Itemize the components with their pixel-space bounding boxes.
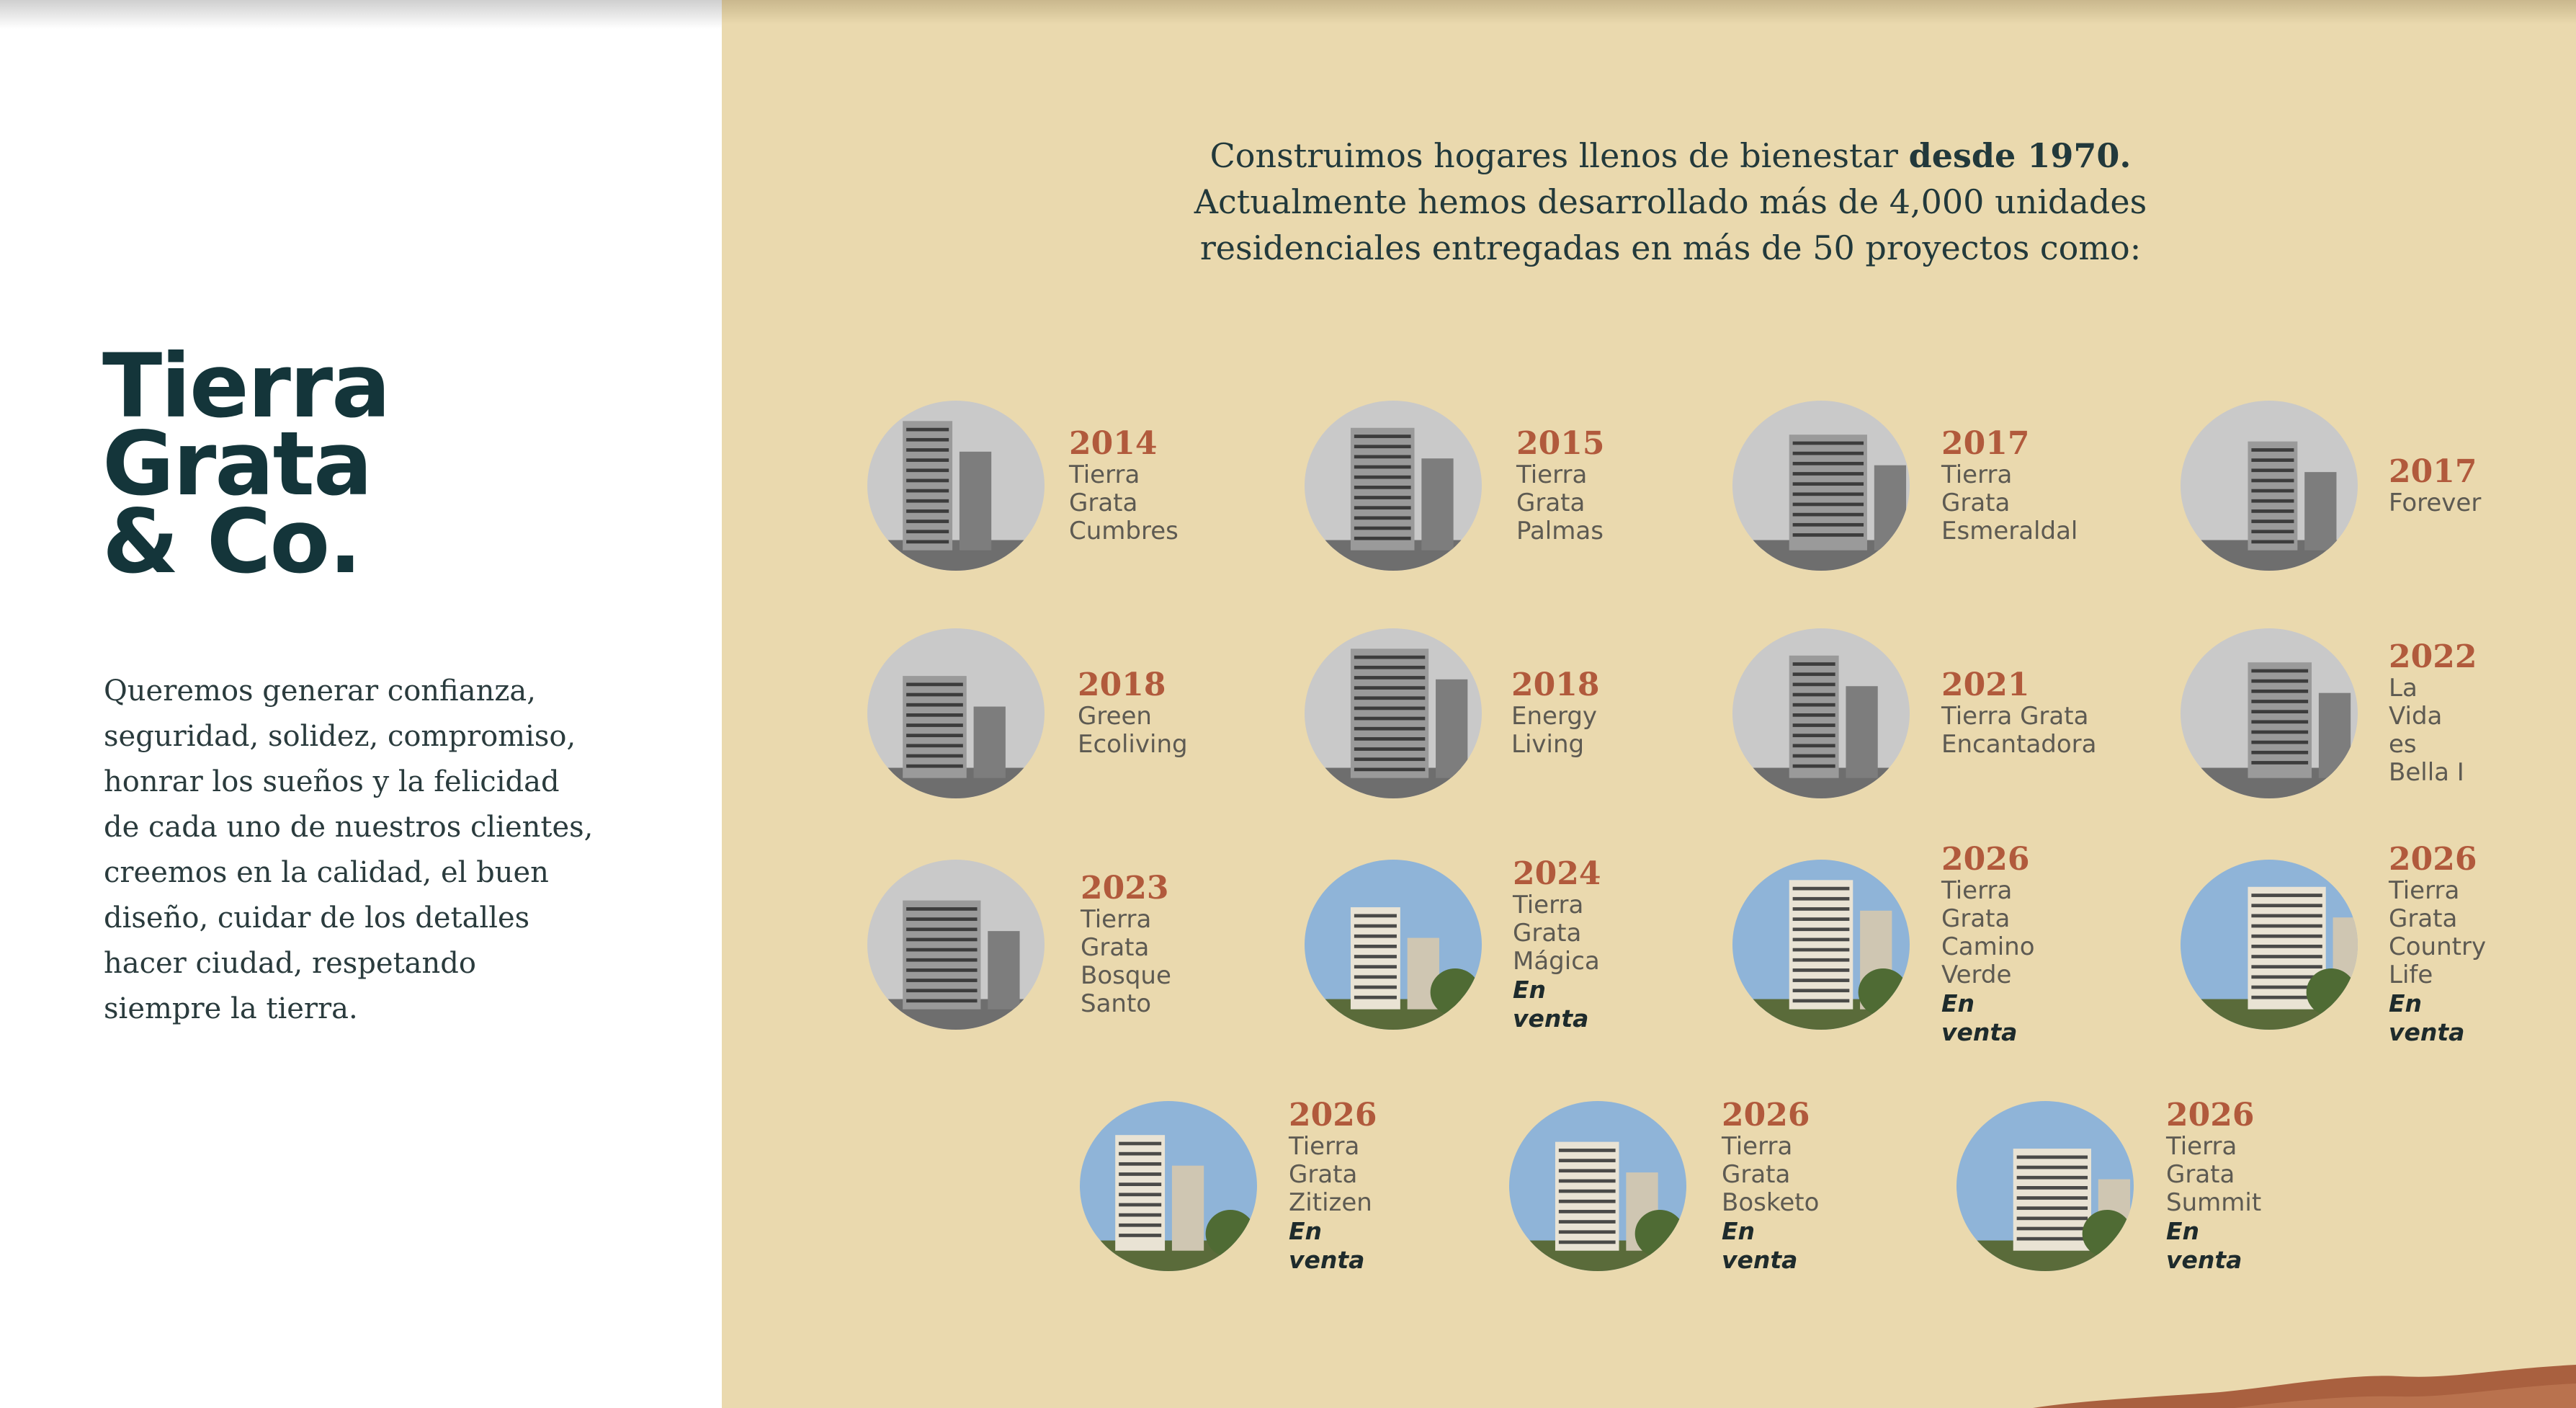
project-info — [1511, 628, 1599, 798]
project-year: 2026 — [1722, 1096, 1810, 1133]
brand-line: Grata — [102, 413, 372, 515]
project-photo — [1732, 860, 1910, 1030]
project-name: Energy Living — [1511, 702, 1598, 759]
project-name: Tierra Grata Zitizen — [1289, 1131, 1372, 1217]
project-photo — [1509, 1101, 1686, 1271]
project-status: En venta — [2389, 989, 2465, 1046]
intro-line-1-start: Construimos hogares llenos de bienestar — [1209, 136, 1898, 175]
mission-line: siempre la tierra. — [104, 992, 358, 1025]
mission-line: seguridad, solidez, compromiso, — [104, 720, 576, 753]
project-info — [1941, 401, 2078, 571]
project-name: La Vida es Bella I — [2389, 674, 2464, 787]
project-info — [1513, 855, 1601, 1033]
project-info — [1289, 1096, 1377, 1274]
project-year: 2026 — [2389, 841, 2477, 878]
intro-text — [722, 133, 2576, 271]
project-year: 2018 — [1078, 667, 1166, 703]
project-status: En venta — [1722, 1216, 1798, 1274]
project-photo — [867, 628, 1045, 798]
project-info — [2389, 401, 2481, 571]
project-photo — [1305, 401, 1482, 571]
project-status: En venta — [1289, 1216, 1365, 1274]
project-info — [2389, 628, 2477, 798]
project-info — [1941, 841, 2035, 1046]
project-name: Tierra Grata Mágica — [1513, 890, 1600, 976]
right-panel — [722, 0, 2576, 1408]
project-name: Tierra Grata Bosketo — [1722, 1131, 1820, 1217]
project-photo — [2181, 401, 2358, 571]
project-year: 2014 — [1069, 424, 1158, 462]
terrain-decoration — [722, 1365, 2576, 1408]
top-shadow — [722, 0, 2576, 24]
project-name: Tierra Grata Summit — [2166, 1131, 2262, 1217]
project-name: Tierra Grata Camino Verde — [1941, 876, 2035, 989]
project-info — [1516, 401, 1604, 571]
intro-line-1 — [722, 133, 2576, 179]
project-info — [2389, 841, 2487, 1046]
mission-line: de cada uno de nuestros clientes, — [104, 811, 594, 844]
brand-logo — [102, 335, 390, 593]
left-panel — [0, 0, 722, 1408]
intro-line-3: residenciales entregadas en más de 50 proyectos como: — [1199, 228, 2142, 267]
project-info — [1941, 628, 2096, 798]
project-info — [1069, 401, 1179, 571]
project-year: 2015 — [1516, 424, 1605, 462]
project-year: 2021 — [1941, 667, 2030, 703]
project-photo — [867, 860, 1045, 1030]
project-name: Green Ecoliving — [1078, 702, 1188, 759]
project-info — [1078, 628, 1188, 798]
project-photo — [1305, 860, 1482, 1030]
project-year: 2018 — [1511, 667, 1600, 703]
project-year: 2026 — [1289, 1096, 1377, 1133]
intro-line-2: Actualmente hemos desarrollado más de 4,000 unidades — [1194, 182, 2147, 221]
mission-line: creemos en la calidad, el buen — [104, 856, 549, 889]
mission-line: hacer ciudad, respetando — [104, 947, 476, 980]
project-status: En venta — [1941, 989, 2018, 1046]
project-name: Tierra Grata Palmas — [1516, 460, 1604, 545]
mission-line: Queremos generar confianza, — [104, 674, 536, 708]
project-year: 2026 — [1941, 841, 2030, 878]
project-photo — [1305, 628, 1482, 798]
project-photo — [2181, 628, 2358, 798]
project-year: 2017 — [1941, 424, 2030, 462]
project-info — [1081, 860, 1171, 1030]
mission-line: honrar los sueños y la felicidad — [104, 765, 560, 798]
project-name: Tierra Grata Encantadora — [1941, 702, 2097, 759]
project-year: 2026 — [2166, 1096, 2255, 1133]
intro-highlight: desde 1970. — [1908, 136, 2132, 175]
project-name: Tierra Grata Cumbres — [1069, 460, 1179, 545]
project-photo — [1956, 1101, 2134, 1271]
project-name: Forever — [2389, 488, 2482, 517]
mission-text — [104, 669, 651, 1032]
project-info — [1722, 1096, 1820, 1274]
brand-line: Tierra — [102, 335, 390, 437]
project-status: En venta — [2166, 1216, 2242, 1274]
project-status: En venta — [1513, 975, 1589, 1033]
project-photo — [1732, 628, 1910, 798]
project-name: Tierra Grata Bosque Santo — [1081, 905, 1171, 1018]
project-year: 2023 — [1081, 870, 1169, 906]
project-photo — [2181, 860, 2358, 1030]
project-year: 2022 — [2389, 638, 2477, 675]
project-photo — [1732, 401, 1910, 571]
project-photo — [1080, 1101, 1257, 1271]
project-name: Tierra Grata Country Life — [2389, 876, 2487, 989]
project-year: 2024 — [1513, 855, 1601, 892]
brand-line: & Co. — [102, 491, 361, 593]
project-photo — [867, 401, 1045, 571]
project-info — [2166, 1096, 2262, 1274]
project-year: 2017 — [2389, 453, 2477, 490]
project-name: Tierra Grata Esmeraldal — [1941, 460, 2078, 545]
mission-line: diseño, cuidar de los detalles — [104, 901, 530, 935]
top-shadow — [0, 0, 722, 29]
